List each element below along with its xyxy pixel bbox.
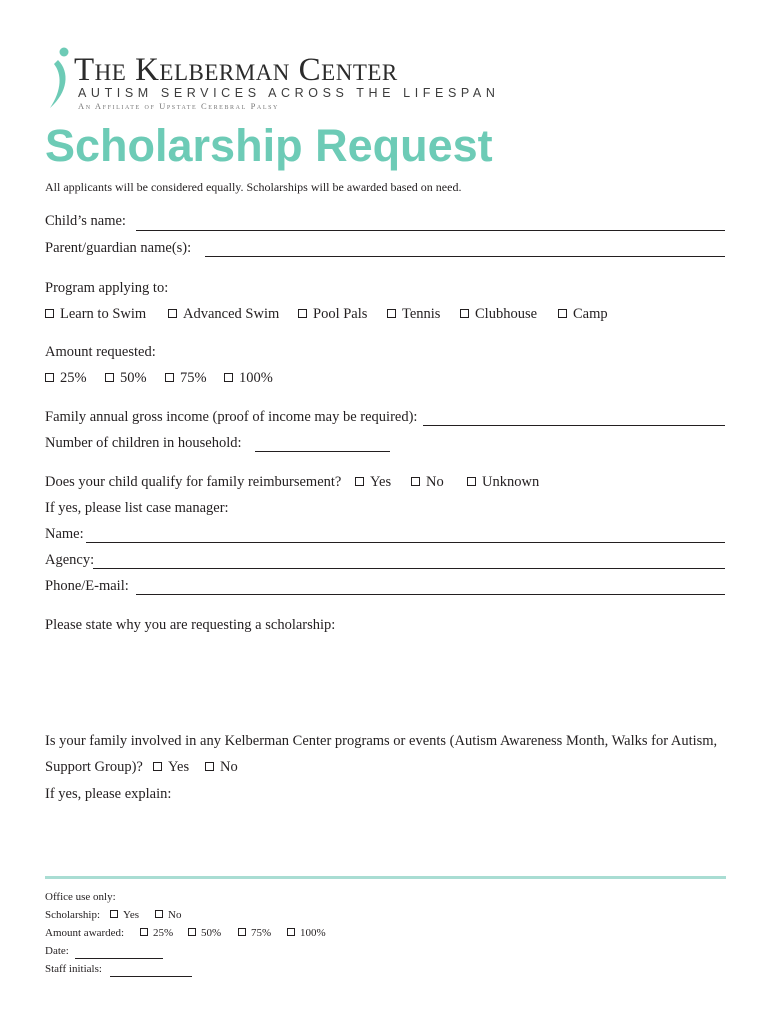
amount-option-100[interactable]: 100% <box>224 370 273 387</box>
case-manager-name-field[interactable] <box>86 542 725 543</box>
checkbox-icon[interactable] <box>411 477 420 486</box>
agency-field[interactable] <box>93 568 725 569</box>
office-date-label: Date: <box>45 945 69 957</box>
figure-logo-icon <box>44 46 74 112</box>
office-initials-label: Staff initials: <box>45 963 102 975</box>
explain-answer-area[interactable] <box>45 808 725 868</box>
intro-text: All applicants will be considered equally. Scholarships will be awarded based on need. <box>45 180 462 194</box>
reason-answer-area[interactable] <box>45 640 725 720</box>
checkbox-icon[interactable] <box>168 309 177 318</box>
office-initials-field[interactable] <box>110 976 192 977</box>
org-name: The Kelberman Center <box>74 52 398 88</box>
childs-name-field[interactable] <box>136 230 725 231</box>
checkbox-icon[interactable] <box>355 477 364 486</box>
checkbox-icon[interactable] <box>155 910 163 918</box>
childs-name-label: Child’s name: <box>45 213 126 229</box>
office-awarded-label: Amount awarded: <box>45 927 125 939</box>
income-label: Family annual gross income (proof of income may be required): <box>45 409 418 425</box>
checkbox-icon[interactable] <box>238 928 246 936</box>
amount-option-25[interactable]: 25% <box>45 370 87 387</box>
checkbox-icon[interactable] <box>387 309 396 318</box>
case-manager-label: If yes, please list case manager: <box>45 500 229 516</box>
checkbox-icon[interactable] <box>153 762 162 771</box>
amount-option-75[interactable]: 75% <box>165 370 207 387</box>
office-awarded-50[interactable]: 50% <box>188 927 221 939</box>
org-tagline: AUTISM SERVICES ACROSS THE LIFESPAN <box>78 86 500 100</box>
divider <box>45 876 726 879</box>
program-option-tennis[interactable]: Tennis <box>387 306 440 323</box>
involvement-question-line2: Support Group)? <box>45 759 143 775</box>
checkbox-icon[interactable] <box>45 373 54 382</box>
parent-name-field[interactable] <box>205 256 725 257</box>
office-heading: Office use only: <box>45 891 116 903</box>
explain-label: If yes, please explain: <box>45 786 172 802</box>
office-date-field[interactable] <box>75 958 163 959</box>
checkbox-icon[interactable] <box>460 309 469 318</box>
checkbox-icon[interactable] <box>558 309 567 318</box>
office-awarded-25[interactable]: 25% <box>140 927 173 939</box>
office-scholarship-yes[interactable]: Yes <box>110 909 139 921</box>
case-manager-name-label: Name: <box>45 526 84 542</box>
parent-name-label: Parent/guardian name(s): <box>45 240 192 256</box>
reason-label: Please state why you are requesting a scholarship: <box>45 617 336 633</box>
org-affiliate: An Affiliate of Upstate Cerebral Palsy <box>78 101 279 111</box>
checkbox-icon[interactable] <box>165 373 174 382</box>
program-option-learn-to-swim[interactable]: Learn to Swim <box>45 306 146 323</box>
reimbursement-option-no[interactable]: No <box>411 474 444 491</box>
office-scholarship-no[interactable]: No <box>155 909 181 921</box>
checkbox-icon[interactable] <box>298 309 307 318</box>
page-title: Scholarship Request <box>45 120 493 171</box>
checkbox-icon[interactable] <box>105 373 114 382</box>
program-option-camp[interactable]: Camp <box>558 306 608 323</box>
office-awarded-75[interactable]: 75% <box>238 927 271 939</box>
income-field[interactable] <box>423 425 725 426</box>
reimbursement-option-unknown[interactable]: Unknown <box>467 474 539 491</box>
children-label: Number of children in household: <box>45 435 242 451</box>
checkbox-icon[interactable] <box>140 928 148 936</box>
involvement-question-line1: Is your family involved in any Kelberman Center programs or events (Autism Awareness Month, Walks for Autism, <box>45 733 718 749</box>
agency-label: Agency: <box>45 552 95 568</box>
reimbursement-options <box>0 474 770 494</box>
program-option-clubhouse[interactable]: Clubhouse <box>460 306 537 323</box>
checkbox-icon[interactable] <box>110 910 118 918</box>
involvement-option-yes[interactable]: Yes <box>153 759 189 776</box>
involvement-option-no[interactable]: No <box>205 759 238 776</box>
amount-option-50[interactable]: 50% <box>105 370 147 387</box>
checkbox-icon[interactable] <box>45 309 54 318</box>
office-awarded-100[interactable]: 100% <box>287 927 326 939</box>
program-option-advanced-swim[interactable]: Advanced Swim <box>168 306 279 323</box>
office-scholarship-label: Scholarship: <box>45 909 100 921</box>
amount-label: Amount requested: <box>45 344 156 360</box>
checkbox-icon[interactable] <box>205 762 214 771</box>
contact-label: Phone/E-mail: <box>45 578 129 594</box>
amount-options <box>0 370 770 390</box>
program-option-pool-pals[interactable]: Pool Pals <box>298 306 367 323</box>
contact-field[interactable] <box>136 594 725 595</box>
involvement-options <box>0 759 770 779</box>
children-field[interactable] <box>255 451 390 452</box>
checkbox-icon[interactable] <box>287 928 295 936</box>
reimbursement-option-yes[interactable]: Yes <box>355 474 391 491</box>
checkbox-icon[interactable] <box>467 477 476 486</box>
reimbursement-question: Does your child qualify for family reimbursement? <box>45 474 342 490</box>
checkbox-icon[interactable] <box>224 373 233 382</box>
checkbox-icon[interactable] <box>188 928 196 936</box>
program-options <box>0 306 770 326</box>
program-label: Program applying to: <box>45 280 169 296</box>
